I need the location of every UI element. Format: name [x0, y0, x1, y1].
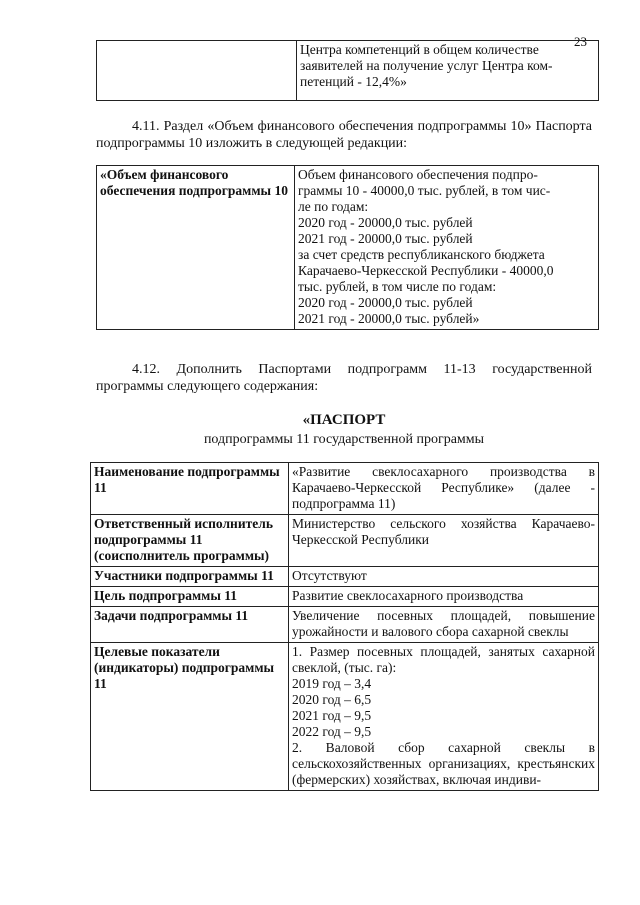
text-line: граммы 10 - 40000,0 тыс. рублей, в том чис-: [298, 183, 551, 198]
row-label: Ответственный исполнитель подпрограммы 11 (соисполнитель программы): [91, 515, 289, 567]
text-line: за счет средств республиканского бюджета: [298, 247, 545, 262]
finance-label: «Объем финансового обеспечения подпрограммы 10: [97, 166, 295, 330]
row-value: Отсутствуют: [289, 567, 599, 587]
row-label: Задачи подпрограммы 11: [91, 607, 289, 643]
finance-value: [295, 166, 599, 330]
row-value: «Развитие свеклосахарного производства в Карачаево-Черкесской Республике» (далее - подпрограмма 11): [289, 463, 599, 515]
table-row: [91, 607, 599, 643]
finance-table: [96, 165, 599, 330]
text-line: Центра компетенций в общем количестве: [300, 42, 539, 57]
table-row: [91, 567, 599, 587]
table-row: [97, 166, 599, 330]
row-value: Увеличение посевных площадей, повышение урожайности и валового сбора сахарной свеклы: [289, 607, 599, 643]
passport-table: [90, 462, 599, 791]
text-line: 2020 год - 20000,0 тыс. рублей: [298, 295, 473, 310]
text-line: петенций - 12,4%»: [300, 74, 407, 89]
row-value: Министерство сельского хозяйства Карачаево-Черкесской Республики: [289, 515, 599, 567]
empty-cell: [97, 41, 297, 101]
table-row: [91, 587, 599, 607]
text-line: 2019 год – 3,4: [292, 676, 372, 691]
passport-title: «ПАСПОРТ: [302, 412, 386, 428]
row-label: Наименование подпрограммы 11: [91, 463, 289, 515]
indicators-label: Целевые показатели (индикаторы) подпрограммы 11: [91, 643, 289, 791]
table-row: [91, 643, 599, 791]
text-line: заявителей на получение услуг Центра ком-: [300, 58, 553, 73]
row-label: Цель подпрограммы 11: [91, 587, 289, 607]
text-line: 2022 год – 9,5: [292, 724, 372, 739]
indicators-value: [289, 643, 599, 791]
text-line: Объем финансового обеспечения подпро-: [298, 167, 538, 182]
text-line: тыс. рублей, в том числе по годам:: [298, 279, 497, 294]
text-line: 2021 год - 20000,0 тыс. рублей: [298, 231, 473, 246]
table-row: [97, 41, 599, 101]
table-row: [91, 463, 599, 515]
text-line: ле по годам:: [298, 199, 369, 214]
text-line: 2021 год - 20000,0 тыс. рублей»: [298, 311, 480, 326]
paragraph-4-11: 4.11. Раздел «Объем финансового обеспечения подпрограммы 10» Паспорта подпрограммы 10 изложить в следующей редакции:: [96, 119, 592, 151]
row-value: Развитие свеклосахарного производства: [289, 587, 599, 607]
continuation-text: [297, 41, 599, 101]
passport-subtitle: подпрограммы 11 государственной программы: [203, 432, 485, 447]
text-line: Карачаево-Черкесской Республики - 40000,0: [298, 263, 554, 278]
paragraph-4-12: 4.12. Дополнить Паспортами подпрограмм 11-13 государственной программы следующего содержания:: [96, 362, 592, 394]
text-line: 2. Валовой сбор сахарной свеклы в сельскохозяйственных организациях, крестьянских (фермерских) хозяйствах, включая индиви-: [292, 740, 595, 787]
page-number: 23: [574, 34, 587, 49]
continuation-table: [96, 40, 599, 101]
text-line: 2020 год - 20000,0 тыс. рублей: [298, 215, 473, 230]
text-line: 2020 год – 6,5: [292, 692, 372, 707]
text-line: 2021 год – 9,5: [292, 708, 372, 723]
row-label: Участники подпрограммы 11: [91, 567, 289, 587]
text-line: 1. Размер посевных площадей, занятых сахарной свеклой, (тыс. га):: [292, 644, 595, 675]
table-row: [91, 515, 599, 567]
